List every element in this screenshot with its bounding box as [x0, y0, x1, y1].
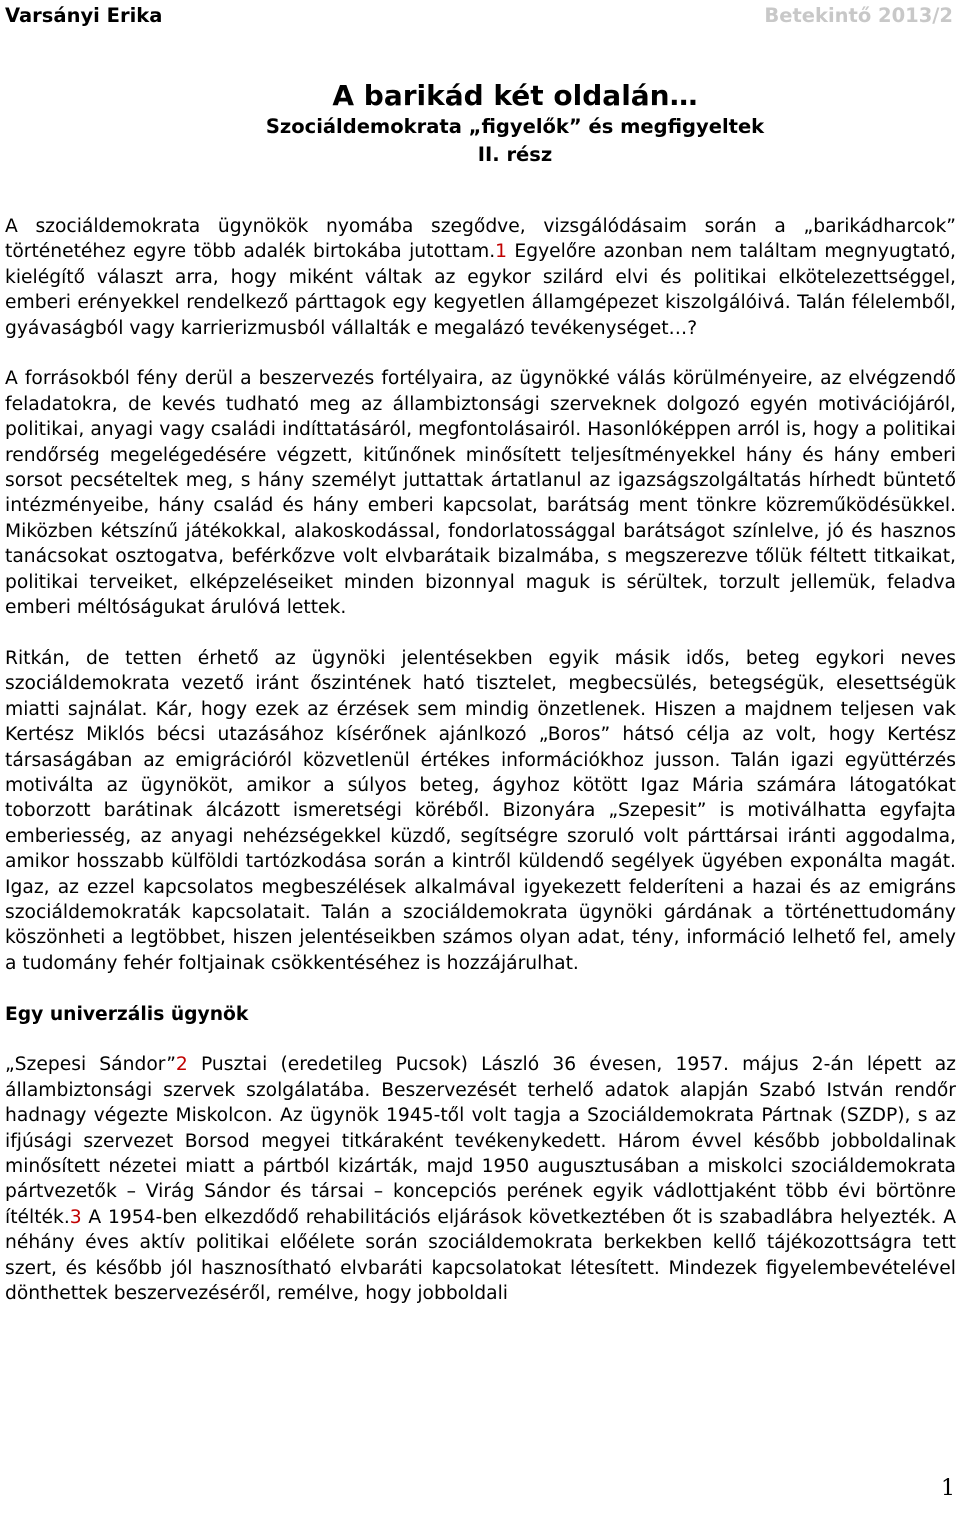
paragraph-reports: Ritkán, de tetten érhető az ügynöki jelentésekben egyik másik idős, beteg egykori neves szociáldemokrata vezető iránt őszintének ható tisztelet, megbecsülés, betegségük, elesettségük miatti sajnálat. Kár, hogy ezek az érzések sem mindig önzetlenek. Hiszen a majdnem teljesen vak Kertész Miklós bécsi utazásához kísérőnek ajánlkozó „Boros” hátsó célja az volt, hogy Kertész társaságában az emigrációról közvetlenül értékes információkhoz jusson. Talán igazi együttérzés motiválta az ügynököt, amikor a súlyos beteg, ágyhoz kötött Igaz Mária számára látogatókat toborzott barátinak álcázott ismeretségi köréből. Bizonyára „Szepesit” is motiválhatta egyfajta emberiesség, az anyagi nehézségekkel küzdő, segítségre szoruló volt párttársai iránti aggodalma, amikor hosszabb külföldi tartózkodása során a kintről küldendő segélyek ügyében exponálta magát. Igaz, az ezzel kapcsolatos megbeszélések alkalmával igyekezett felderíteni a hazai és az emigráns szociáldemokraták kapcsolatait. Talán a szociáldemokrata ügynöki gárdának a történettudomány köszönheti a legtöbbet, hiszen jelentéseikben számos olyan adat, tény, információ lelhető fel, amely a tudomány fehér foltjainak csökkentéséhez is hozzájárulhat.: [5, 647, 956, 974]
article-title: A barikád két oldalán…: [332, 79, 698, 112]
article-body: [5, 214, 956, 1306]
paragraph-sources: A forrásokból fény derül a beszervezés fortélyaira, az ügynökké válás körülményeire, az elvégzendő feladatokra, de kevés tudható meg az állambiztonsági szerveknek dolgozó egyén motivációjáról, politikai, anyagi vagy családi indíttatásáról, megfontolásairól. Hasonlóképpen arról is, hogy a politikai rendőrség megelégedésére végzett, kitűnőnek minősített teljesítményekkel hány és hány emberi sorsot pecsételtek meg, s hány személyt juttattak ártatlanul az igazságszolgáltatás hírhedt büntető intézményeibe, hány család és hány emberi kapcsolat, barátság ment tönkre közreműködésükkel. Miközben kétszínű játékokkal, alakoskodással, fondorlatossággal barátságot színlelve, jó és hasznos tanácsokat osztogatva, beférkőzve volt elvbarátaik bizalmába, s megszerezve tőlük féltett titkaikat, politikai terveiket, elképzeléseiket minden bizonnyal maguk is sérültek, torzult jellemük, feladva emberi méltóságukat árulóvá lettek.: [5, 368, 956, 619]
page-number: 1: [941, 1476, 955, 1501]
paragraph-agent: [5, 1052, 956, 1306]
footnote-ref-2[interactable]: 2: [175, 1054, 188, 1076]
section-heading: Egy univerzális ügynök: [5, 1003, 249, 1025]
footnote-ref-1[interactable]: 1: [495, 241, 508, 263]
header-author: Varsányi Erika: [5, 3, 163, 27]
paragraph-intro: [5, 214, 956, 341]
agent-codename: „Szepesi Sándor”: [5, 1054, 176, 1076]
title-block: [0, 80, 960, 168]
paragraph-text: A 1954-ben elkezdődő rehabilitációs eljárások következtében őt is szabadlábra helyezték. A néhány éves aktív politikai előélete során szociáldemokrata berkekben kellő tájékozottságra tett szert, és később jól hasznosítható elvbaráti kapcsolatokat létesített. Mindezek figyelembevételével dönthettek beszervezéséről, remélve, hogy jobboldali: [5, 1206, 956, 1304]
paragraph-text: Egyelőre azonban nem találtam megnyugtató, kielégítő választ arra, hogy miként váltak az egykor szilárd elvi és politikai elkötelezettséggel, emberi erényekkel rendelkező párttagok egy kegyetlen államgépezet kiszolgálóivá. Talán félelemből, gyávaságból vagy karrierizmusból vállalták e megalázó tevékenységet…?: [5, 241, 956, 339]
paragraph-text: Pusztai (eredetileg Pucsok) László 36 évesen, 1957. május 2-án lépett az állambiztonsági szervek szolgálatába. Beszervezését terhelő adatok alapján Szabó István rendőr hadnagy végezte Miskolcon. Az ügynök 1945-től volt tagja a Szociáldemokrata Pártnak (SZDP), s az ifjúsági szervezet Borsod megyei titkáraként tevékenykedett. Három évvel később jobboldalinak minősített nézetei miatt a pártból kizárták, majd 1950 augusztusában a miskolci szociáldemokrata pártvezetők – Virág Sándor és társai – koncepciós perének egyik vádlottjaként több évi börtönre ítélték.: [5, 1054, 956, 1228]
article-part-label: II. rész: [477, 143, 553, 166]
header-journal: Betekintő 2013/2: [764, 3, 953, 27]
paragraph-text: A szociáldemokrata ügynökök nyomába szegődve, vizsgálódásaim során a „barikádharcok” történetéhez egyre több adalék birtokába jutottam.: [5, 216, 956, 263]
article-subtitle: Szociáldemokrata „figyelők” és megfigyeltek: [265, 115, 765, 138]
running-header: [5, 2, 953, 28]
footnote-ref-3[interactable]: 3: [69, 1206, 82, 1228]
